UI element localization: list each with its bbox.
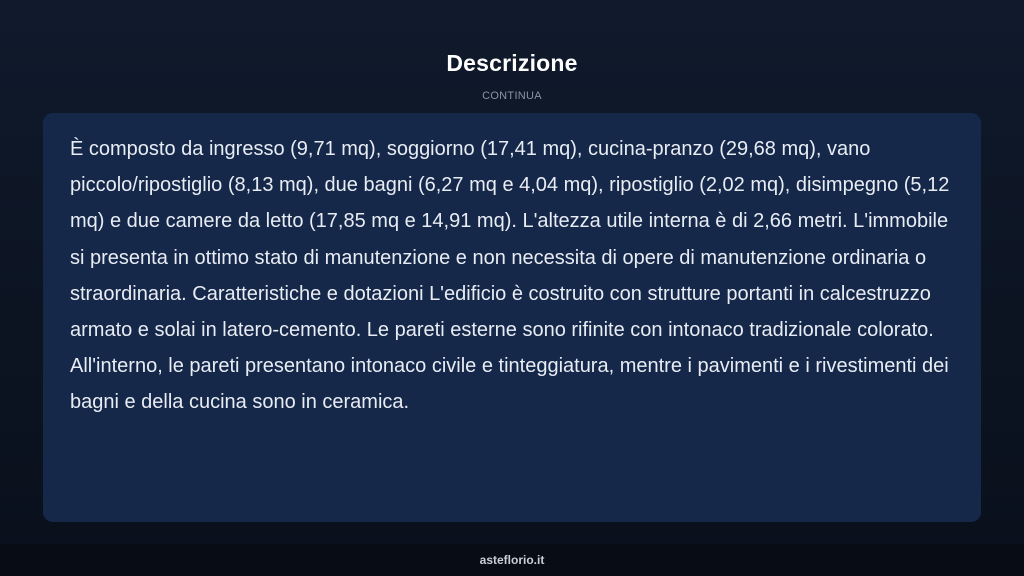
- site-name: asteflorio.it: [479, 553, 545, 567]
- description-card: [43, 113, 981, 522]
- description-text: È composto da ingresso (9,71 mq), soggiorno (17,41 mq), cucina-pranzo (29,68 mq), vano piccolo/ripostiglio (8,13 mq), due bagni (6,27 mq e 4,04 mq), ripostiglio (2,02 mq), disimpegno (5,12 mq) e due camere da letto (17,85 mq e 14,91 mq). L'altezza utile interna è di 2,66 metri. L'immobile si presenta in ottimo stato di manutenzione e non necessita di opere di manutenzione ordinaria o straordinaria. Caratteristiche e dotazioni L'edificio è costruito con strutture portanti in calcestruzzo armato e solai in latero-cemento. Le pareti esterne sono rifinite con intonaco tradizionale colorato. All'interno, le pareti presentano intonaco civile e tinteggiatura, mentre i pavimenti e i rivestimenti dei bagni e della cucina sono in ceramica.: [70, 138, 950, 414]
- continuation-label: CONTINUA: [482, 90, 542, 102]
- page-title: Descrizione: [446, 50, 578, 76]
- footer-bar: [0, 544, 1024, 576]
